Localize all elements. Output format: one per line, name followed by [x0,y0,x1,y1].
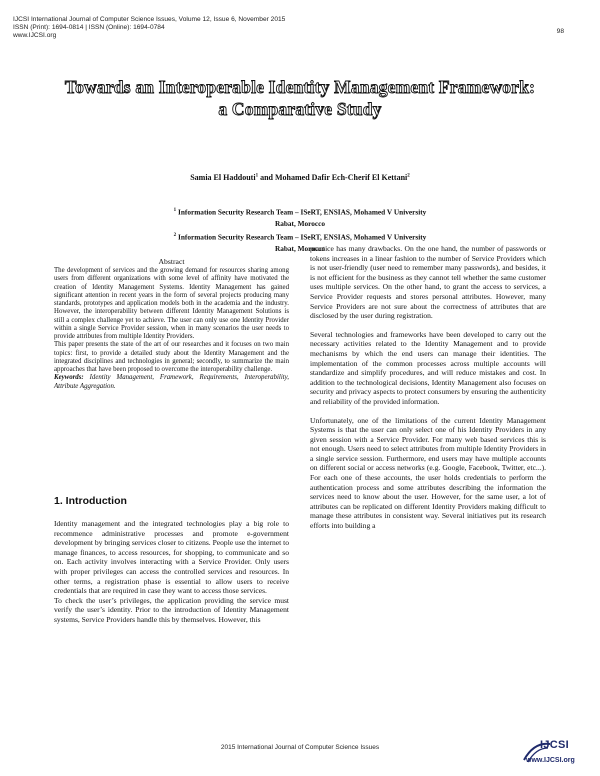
title-line2: a Comparative Study [218,99,382,119]
affiliation-1 [0,205,600,229]
keywords-label: Keywords: [54,374,84,382]
right-paragraph-2: Several technologies and frameworks have been developed to carry out the necessary activities related to the Identity Management and to provide mechanisms by which the end users can manage their identities. The implementation of the common processes across multiple accounts will standardize and simplify procedures, and will reduce mistakes and cost. In addition to the technological decisions, Identity Management also focuses on security and privacy aspects to protect consumers by ensuring the authenticity and reliability of the provided information. [310,329,546,406]
author-1: Samia El Haddouti [190,173,256,182]
intro-paragraph-1: Identity management and the integrated technologies play a big role to recommence administrative processes and promote e-government development by bringing services closer to citizens. People use the internet to manage finances, to access resources, for shopping, to communicate and so on. Each activity involves interacting with a Service Provider. Only users with proper privileges can access the controlled services and resources. In other terms, a registration phase is essential to allow users to receive credentials that are required in case they want to access those services. [54,519,289,596]
abstract-body [54,267,289,391]
keywords [54,374,289,391]
right-paragraph-3: Unfortunately, one of the limitations of the current Identity Management Systems is that the user can only select one of his Identity Providers in any given session with a Service Provider. For many web based services this is not enough. Users need to select attributes from multiple Identity Providers in a single service session. Furthermore, end users may have multiple accounts on different social or access networks (e.g. Google, Facebook, Twitter, etc...). For each one of these accounts, the user holds credentials to perform the authentication process and some attributes describing the information the services need to know about the user. However, for the same user, a lot of attributes can be replicated on different Identity Providers making difficult to manage these attributes in consistent way. Several initiatives put its research efforts into building a [310,415,546,531]
journal-header-issn: ISSN (Print): 1694-0814 | ISSN (Online): 1694-0784 [13,24,165,31]
affiliation-2-line2: Rabat, Morocco [274,243,326,253]
author-2-affil: 2 [407,173,410,179]
author-2: Mohamed Dafir Ech-Cherif El Kettani [274,173,408,182]
affiliation-2-sup: 2 [173,233,177,238]
affiliation-1-line2: Rabat, Morocco [274,218,326,228]
paper-title [40,76,560,120]
right-paragraph-1: practice has many drawbacks. On the one hand, the number of passwords or tokens increases in a linear fashion to the number of Service Providers which is not user-friendly (user need to remember many passwords), and besides, it is not efficient for the business as they cannot tell whether the same customer uses multiple services. On the other hand, to grant the access to services, a Service Provider requests and stores personal attributes. However, many Service Providers are not sure about the correctness of attributes that are disclosed by the user during registration. [310,244,546,321]
intro-paragraph-2: To check the user’s privileges, the application providing the service must verify the user’s identity. Prior to the introduction of Identity Management systems, Service Providers handle this by themselves. However, this [54,595,289,624]
right-column-body [310,244,546,540]
page-number: 98 [556,28,564,35]
abstract-paragraph-2: This paper presents the state of the art of our researches and it focuses on two main topics: first, to provide a detailed study about the Identity Management and the integrated disciplines and technologies in general; secondly, to summarize the main approaches that have been proposed to overcome the interoperability challenge. [54,341,289,373]
page-footer: 2015 International Journal of Computer Science Issues [220,744,380,751]
abstract-heading: Abstract [158,257,185,266]
affiliation-2-line1: Information Security Research Team – ISeRT, ENSIAS, Mohamed V University [178,232,427,242]
title-line1: Towards an Interoperable Identity Management Framework: [64,77,536,97]
abstract-paragraph-1: The development of services and the growing demand for resources sharing among users from different organizations with some level of affinity have motivated the creation of Identity Management Systems. Identity Management has gained significant attention in recent years in the form of several projects producing many standards, prototypes and application models both in the academia and the industry. However, the interoperability between different Identity Management Solutions is still a complex challenge yet to achieve. The user can only use one Identity Provider within a single Service Provider session, when in many scenarios the user needs to provide attributes from multiple Identity Providers. [54,267,289,340]
affiliation-1-line1: Information Security Research Team – ISeRT, ENSIAS, Mohamed V University [178,207,427,217]
introduction-body [54,519,289,625]
journal-header-line1: IJCSI International Journal of Computer Science Issues, Volume 12, Issue 6, November 2015 [13,16,286,23]
logo-text: IJCSI [540,739,570,751]
affiliation-1-sup: 1 [173,208,177,213]
author-joiner: and [258,173,275,182]
section-heading-introduction: 1. Introduction [54,495,127,507]
author-list [0,173,600,182]
logo-url: www.IJCSI.org [526,757,575,764]
journal-header-url: www.IJCSI.org [13,32,57,39]
keywords-list: Identity Management, Framework, Requirements, Interoperability, Attribute Aggregation. [54,374,289,390]
author-1-affil: 1 [255,173,259,179]
